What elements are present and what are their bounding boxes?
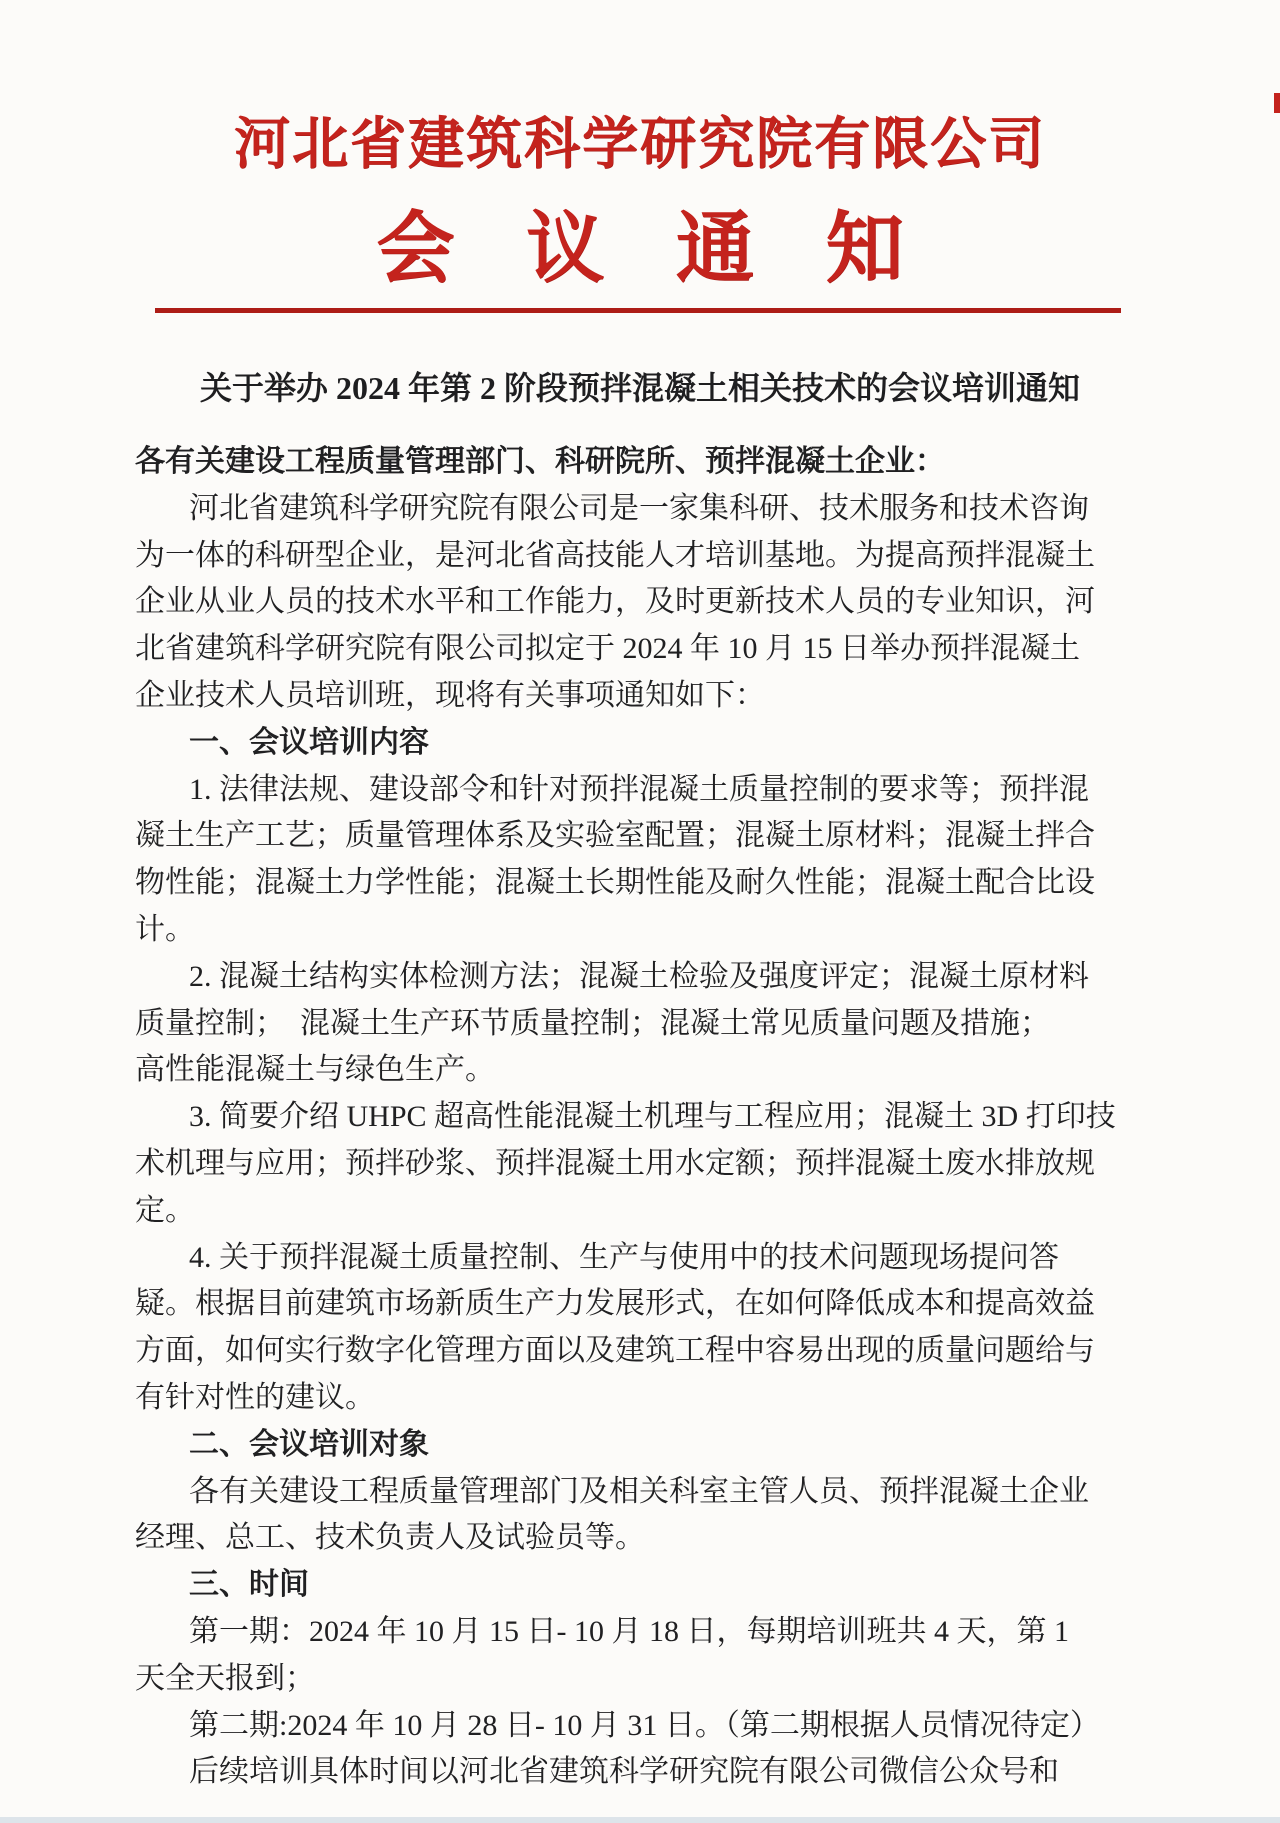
text-line: 经理、总工、技术负责人及试验员等。 xyxy=(135,1521,645,1555)
text-line: 有针对性的建议。 xyxy=(135,1380,375,1414)
text-line: 企业从业人员的技术水平和工作能力，及时更新技术人员的专业知识，河 xyxy=(135,585,1095,619)
text-line: 后续培训具体时间以河北省建筑科学研究院有限公司微信公众号和 xyxy=(189,1755,1059,1789)
scan-edge-artifact xyxy=(1274,93,1280,113)
text-line: 企业技术人员培训班，现将有关事项通知如下： xyxy=(135,678,765,712)
text-line: 质量控制； 混凝土生产环节质量控制；混凝土常见质量问题及措施； xyxy=(135,1006,1050,1040)
text-line: 定。 xyxy=(135,1193,195,1227)
company-name-heading: 河北省建筑科学研究院有限公司 xyxy=(234,114,1046,176)
text-line: 北省建筑科学研究院有限公司拟定于 2024 年 10 月 15 日举办预拌混凝土 xyxy=(135,632,1080,666)
text-line: 河北省建筑科学研究院有限公司是一家集科研、技术服务和技术咨询 xyxy=(189,491,1089,525)
text-line: 1. 法律法规、建设部令和针对预拌混凝土质量控制的要求等；预拌混 xyxy=(189,772,1089,806)
text-line: 疑。根据目前建筑市场新质生产力发展形式，在如何降低成本和提高效益 xyxy=(135,1287,1095,1321)
text-line: 2. 混凝土结构实体检测方法；混凝土检验及强度评定；混凝土原材料 xyxy=(189,959,1089,993)
text-line: 第二期:2024 年 10 月 28 日- 10 月 31 日。（第二期根据人员情况待定） xyxy=(189,1708,1100,1742)
text-line: 物性能；混凝土力学性能；混凝土长期性能及耐久性能；混凝土配合比设 xyxy=(135,866,1095,900)
meeting-notice-title: 会议通知 xyxy=(376,205,976,292)
text-line: 各有关建设工程质量管理部门、科研院所、预拌混凝土企业： xyxy=(135,445,945,478)
text-line: 第一期：2024 年 10 月 15 日- 10 月 18 日，每期培训班共 4 天，第 1 xyxy=(189,1614,1069,1648)
red-divider-rule xyxy=(155,308,1121,313)
text-line: 天全天报到； xyxy=(135,1661,315,1695)
text-line: 各有关建设工程质量管理部门及相关科室主管人员、预拌混凝土企业 xyxy=(189,1474,1089,1508)
text-line: 凝土生产工艺；质量管理体系及实验室配置；混凝土原材料；混凝土拌合 xyxy=(135,819,1095,853)
text-line: 为一体的科研型企业，是河北省高技能人才培训基地。为提高预拌混凝土 xyxy=(135,538,1095,572)
text-line: 二、会议培训对象 xyxy=(189,1427,429,1461)
document-body xyxy=(135,439,1165,1796)
text-line: 方面，如何实行数字化管理方面以及建筑工程中容易出现的质量问题给与 xyxy=(135,1334,1095,1368)
text-line: 一、会议培训内容 xyxy=(189,725,429,759)
text-line: 4. 关于预拌混凝土质量控制、生产与使用中的技术问题现场提问答 xyxy=(189,1240,1059,1274)
text-line: 术机理与应用；预拌砂浆、预拌混凝土用水定额；预拌混凝土废水排放规 xyxy=(135,1146,1095,1180)
text-line: 高性能混凝土与绿色生产。 xyxy=(135,1053,495,1087)
text-line: 计。 xyxy=(135,912,195,946)
document-subtitle: 关于举办 2024 年第 2 阶段预拌混凝土相关技术的会议培训通知 xyxy=(199,370,1080,406)
scan-bottom-edge xyxy=(0,1817,1280,1823)
text-line: 三、时间 xyxy=(189,1568,309,1602)
text-line: 3. 简要介绍 UHPC 超高性能混凝土机理与工程应用；混凝土 3D 打印技 xyxy=(189,1100,1116,1134)
